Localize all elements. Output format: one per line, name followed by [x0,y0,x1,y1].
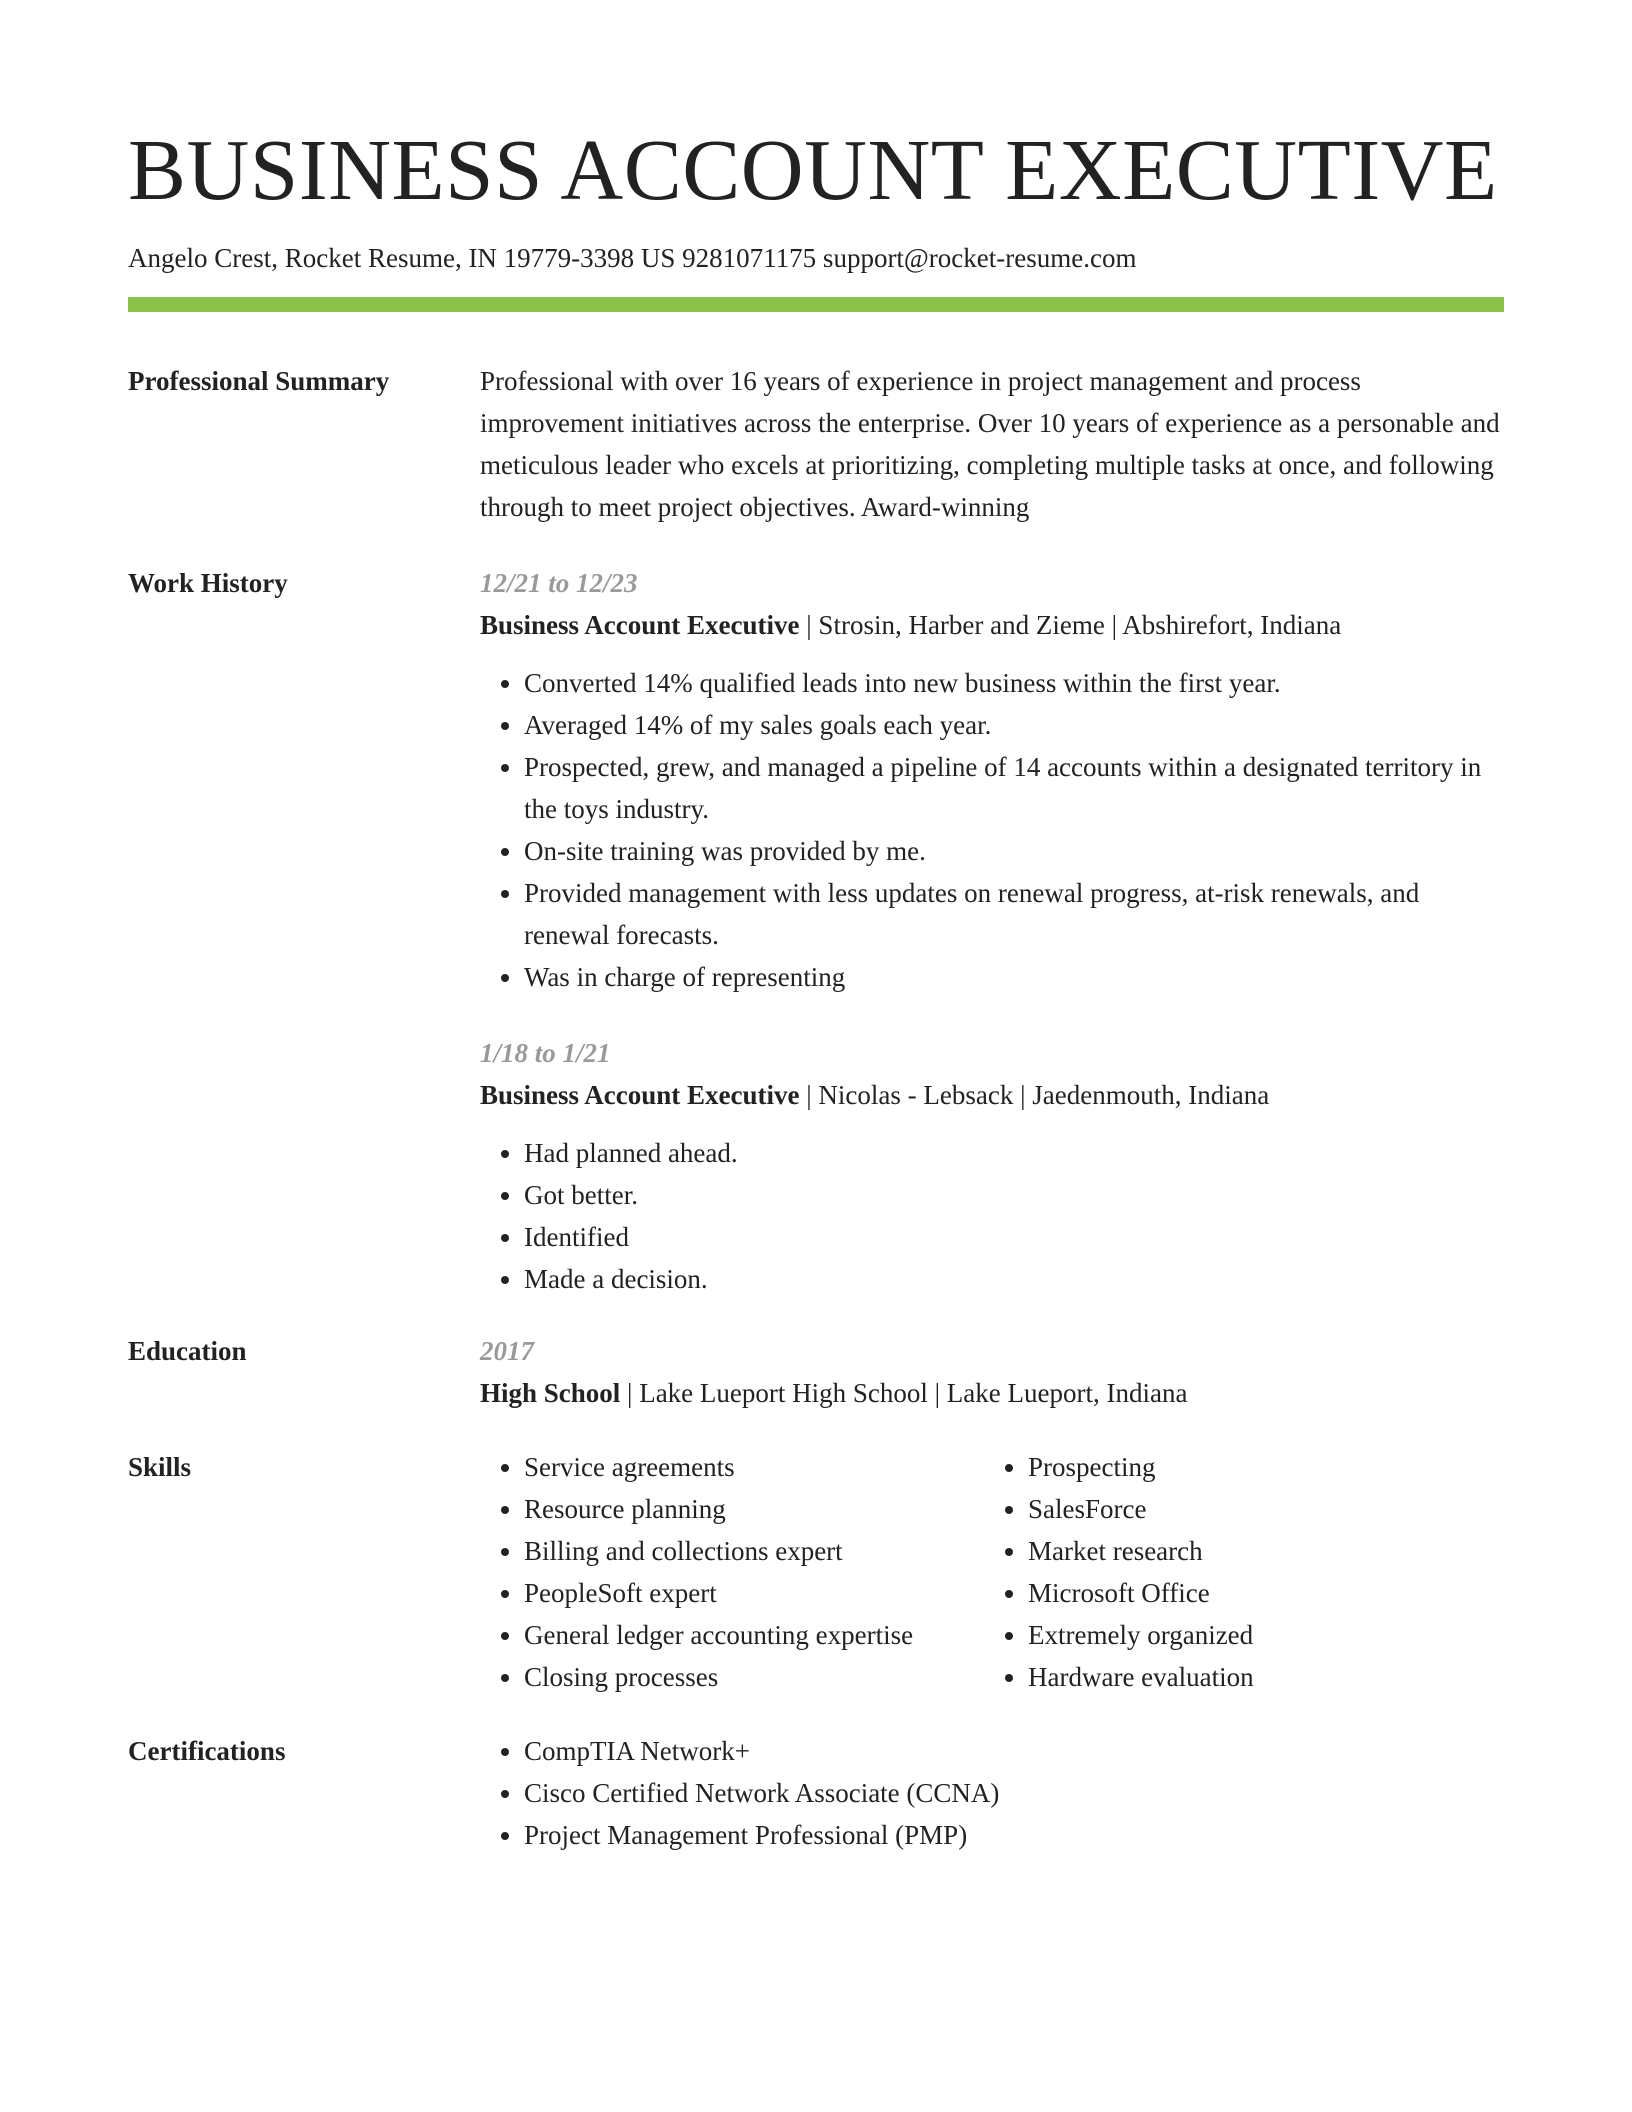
skills-column-1 [480,1446,984,1698]
job-entry [480,562,1504,998]
summary-text: Professional with over 16 years of experience in project management and process improvement initiatives across the enterprise. Over 10 years of experience as a personable and meticulous leader who excels at prioritizing, completing multiple tasks at once, and following through to meet project objectives. Award-winning [480,366,1500,522]
certifications-list [480,1730,1504,1856]
section-label-skills: Skills [128,1452,192,1482]
list-item: • Closing processes [524,1656,984,1698]
section-label-work: Work History [128,568,288,598]
certifications-section [128,1730,1504,1856]
work-history-section [128,562,1504,1300]
job-bullets [480,1132,1504,1300]
job-dates: 1/18 to 1/21 [480,1038,611,1068]
list-item: • Converted 14% qualified leads into new business within the first year. [524,662,1504,704]
accent-divider [128,297,1504,312]
education-section [128,1330,1504,1414]
list-item: • Got better. [524,1174,1504,1216]
job-details: | Nicolas - Lebsack | Jaedenmouth, Indiana [799,1080,1270,1110]
list-item: • Extremely organized [1028,1614,1254,1656]
list-item: • Resource planning [524,1488,984,1530]
contact-line: Angelo Crest, Rocket Resume, IN 19779-3398 US 9281071175 support@rocket-resume.com [128,243,1137,273]
education-heading [480,1372,1504,1414]
job-heading [480,604,1504,646]
list-item: • Was in charge of representing [524,956,1504,998]
education-degree: High School [480,1378,621,1408]
list-item: • General ledger accounting expertise [524,1614,984,1656]
list-item: • On-site training was provided by me. [524,830,1504,872]
list-item: • Market research [1028,1530,1254,1572]
job-heading [480,1074,1504,1116]
list-item: • Averaged 14% of my sales goals each year. [524,704,1504,746]
education-date: 2017 [480,1336,534,1366]
job-title: Business Account Executive [480,610,800,640]
resume-title: BUSINESS ACCOUNT EXECUTIVE [128,121,1498,218]
list-item: • Prospecting [1028,1446,1254,1488]
list-item: • Identified [524,1216,1504,1258]
list-item: • CompTIA Network+ [524,1730,1504,1772]
list-item: • PeopleSoft expert [524,1572,984,1614]
section-label-certifications: Certifications [128,1736,286,1766]
skills-section [128,1446,1504,1698]
summary-section [128,360,1504,528]
list-item: • Prospected, grew, and managed a pipeline of 14 accounts within a designated territory in the toys industry. [524,746,1504,830]
section-label-education: Education [128,1336,247,1366]
education-details: | Lake Lueport High School | Lake Lueport, Indiana [620,1378,1188,1408]
section-label-summary: Professional Summary [128,366,390,396]
list-item: • Cisco Certified Network Associate (CCNA) [524,1772,1504,1814]
job-bullets [480,662,1504,998]
list-item: • Made a decision. [524,1258,1504,1300]
job-details: | Strosin, Harber and Zieme | Abshirefort, Indiana [799,610,1342,640]
list-item: • Project Management Professional (PMP) [524,1814,1504,1856]
list-item: • Hardware evaluation [1028,1656,1254,1698]
list-item: • Microsoft Office [1028,1572,1254,1614]
job-dates: 12/21 to 12/23 [480,568,638,598]
list-item: • SalesForce [1028,1488,1254,1530]
job-title: Business Account Executive [480,1080,800,1110]
list-item: • Billing and collections expert [524,1530,984,1572]
list-item: • Service agreements [524,1446,984,1488]
list-item: • Provided management with less updates on renewal progress, at-risk renewals, and renewal forecasts. [524,872,1504,956]
skills-column-2 [984,1446,1254,1698]
list-item: • Had planned ahead. [524,1132,1504,1174]
job-entry [480,1032,1504,1300]
skills-grid [480,1446,1504,1698]
